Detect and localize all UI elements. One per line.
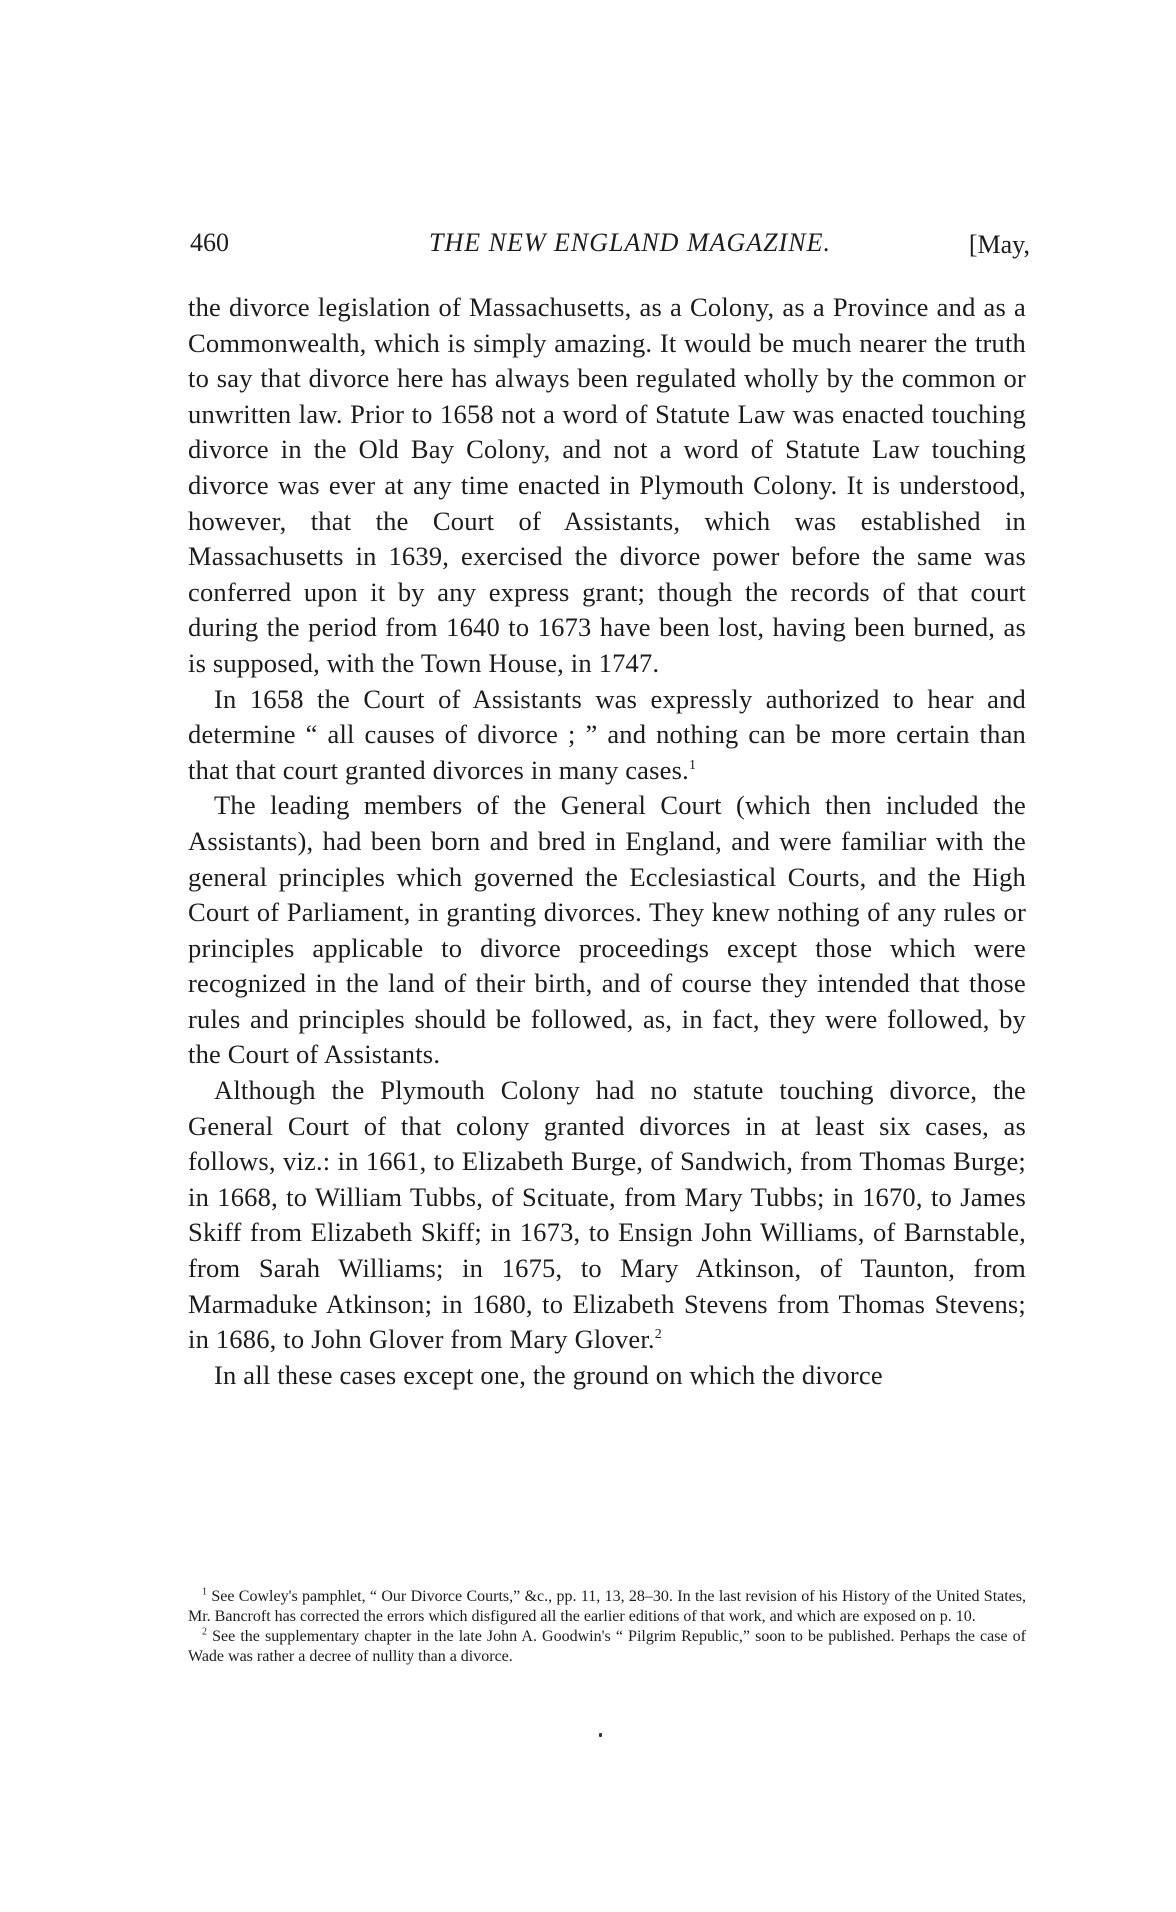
footnote-text: See the supplementary chapter in the late John A. Goodwin's “ Pilgrim Republic,” soon to be published. Perhaps the case of Wade was rather a decree of nullity than a divorce. xyxy=(188,1628,1027,1665)
body-text xyxy=(188,290,1026,1393)
footnote-text: See Cowley's pamphlet, “ Our Divorce Courts,” &c., pp. 11, 13, 28–30. In the last revision of his History of the United States, Mr. Bancroft has corrected the errors which disfigured all the earlier editions of that work, and which are exposed on p. 10. xyxy=(188,1588,1027,1625)
footnote-marker: 1 xyxy=(688,757,697,773)
paragraph-text: In 1658 the Court of Assistants was expressly authorized to hear and determine “ all causes of divorce ; ” and nothing can be more certain than that that court granted divorces in many cases. xyxy=(188,683,1026,785)
paragraph: In all these cases except one, the ground on which the divorce xyxy=(214,1359,883,1390)
running-title: THE NEW ENGLAND MAGAZINE. xyxy=(429,228,831,257)
footnote xyxy=(188,1587,1026,1627)
footnote xyxy=(188,1627,1026,1667)
paragraph-with-footnote xyxy=(188,682,1026,789)
ink-speck xyxy=(599,1733,602,1737)
page-number: 460 xyxy=(190,228,229,257)
footnote-number: 2 xyxy=(202,1626,207,1638)
paragraph: the divorce legislation of Massachusetts, as a Colony, as a Province and as a Commonwealth, which is simply amazing. It would be much nearer the truth to say that divorce here has always been regulated wholly by the common or unwritten law. Prior to 1658 not a word of Statute Law was enacted touching divorce in the Old Bay Colony, and not a word of Statute Law touching divorce was ever at any time enacted in Plymouth Colony. It is understood, however, that the Court of Assistants, which was established in Massachusetts in 1639, exercised the divorce power before the same was conferred upon it by any express grant; though the records of that court during the period from 1640 to 1673 have been lost, having been burned, as is supposed, with the Town House, in 1747. xyxy=(188,292,1026,678)
footnote-number: 1 xyxy=(202,1586,207,1598)
paragraph: The leading members of the General Court (which then included the Assistants), had been born and bred in England, and were familiar with the general principles which governed the Ecclesiastical Courts, and the High Court of Parliament, in granting divorces. They knew nothing of any rules or principles applicable to divorce proceedings except those which were recognized in the land of their birth, and of course they intended that those rules and principles should be followed, as, in fact, they were followed, by the Court of Assistants. xyxy=(188,790,1026,1070)
page-header xyxy=(190,228,1030,268)
paragraph-text: Although the Plymouth Colony had no statute touching divorce, the General Court of that colony granted divorces in at least six cases, as follows, viz.: in 1661, to Elizabeth Burge, of Sandwich, from Thomas Burge; in 1668, to William Tubbs, of Scituate, from Mary Tubbs; in 1670, to James Skiff from Elizabeth Skiff; in 1673, to Ensign John Williams, of Barnstable, from Sarah Williams; in 1675, to Mary Atkinson, of Taunton, from Marmaduke Atkinson; in 1680, to Elizabeth Stevens from Thomas Stevens; in 1686, to John Glover from Mary Glover. xyxy=(188,1075,1026,1355)
paragraph-with-footnote xyxy=(188,1073,1026,1358)
running-date: [May, xyxy=(968,230,1030,259)
footnotes xyxy=(188,1587,1026,1667)
footnote-marker: 2 xyxy=(654,1327,662,1343)
